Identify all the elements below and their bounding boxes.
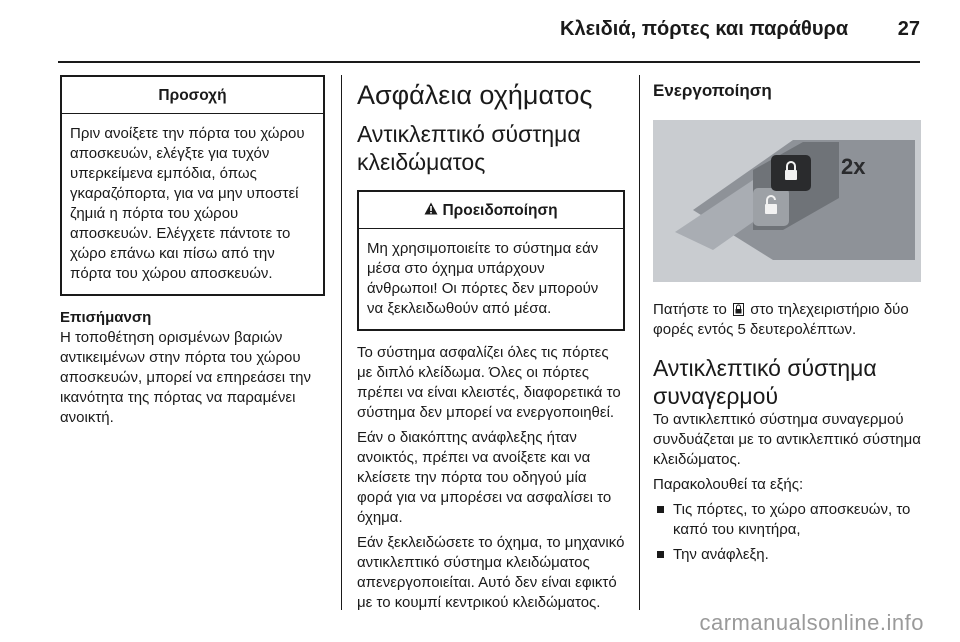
press-instruction-before: Πατήστε το [653,301,727,318]
activation-title: Ενεργοποίηση [653,81,772,100]
paragraph: Το σύστημα ασφαλίζει όλες τις πόρτες με διπλό κλείδωμα. Όλες οι πόρτες πρέπει να είναι κλειστές, διαφορετικά το σύστημα δεν μπορεί να ενεργοποιηθεί. [357,344,621,421]
monitor-list [653,500,921,565]
warning-box [357,190,625,331]
alarm-title: Αντικλεπτικό σύστημα συναγερμού [653,355,877,409]
list-item [653,545,921,565]
column-divider-1 [341,75,342,610]
caution-text: Πριν ανοίξετε την πόρτα του χώρου αποσκευών, ελέγξτε για τυχόν υπερκείμενα εμπόδια, όπως γκαραζόπορτα, για να μην υποστεί ζημιά η πόρτα του χώρου αποσκευών. Ελέγχετε πάντοτε το χώρο επάνω και πίσω από την πόρτα του χώρου αποσκευών. [70,125,305,282]
warning-header [359,192,623,229]
column-left [60,75,325,428]
paragraph: Εάν ξεκλειδώσετε το όχημα, το μηχανικό αντικλεπτικό σύστημα κλειδώματος απενεργοποιείται. Αυτό δεν είναι εφικτό με το κουμπί κεντρικού κλειδώματος. [357,534,625,611]
column-divider-2 [639,75,640,610]
bullet-icon [657,551,664,558]
note-text: Η τοποθέτηση ορισμένων βαριών αντικειμένων στην πόρτα του χώρου αποσκευών, μπορεί να επηρεάσει την ικανότητα της πόρτας να παραμένει ανοικτή. [60,329,312,426]
alarm-text: Το αντικλεπτικό σύστημα συναγερμού συνδυάζεται με το αντικλεπτικό σύστημα κλειδώματος. [653,411,921,468]
list-item-text: Την ανάφλεξη. [673,546,769,563]
caution-box [60,75,325,296]
caution-title: Προσοχή [62,77,323,114]
bullet-icon [657,506,664,513]
lock-icon [733,302,744,315]
page-number: 27 [897,18,920,40]
key-fob-illustration [653,120,921,282]
paragraph: Εάν ο διακόπτης ανάφλεξης ήταν ανοικτός, πρέπει να ανοίξετε και να κλείσετε την πόρτα του οδηγού μία φορά για να μπορέσει να ασφαλίσει το όχημα. [357,429,612,526]
section-title: Ασφάλεια οχήματος [357,80,593,110]
list-item [653,500,921,540]
key-fob-figure [653,120,921,282]
header-rule [58,61,920,63]
warning-triangle-icon [424,202,438,220]
monitors-label: Παρακολουθεί τα εξής: [653,476,804,493]
subsection-title: Αντικλεπτικό σύστημα κλειδώματος [357,121,581,175]
warning-text: Μη χρησιμοποιείτε το σύστημα εάν μέσα στο όχημα υπάρχουν άνθρωποι! Οι πόρτες δεν μπορούν να ξεκλειδωθούν από μέσα. [367,240,599,317]
column-right [653,80,921,570]
press-count-label: 2x [841,154,866,179]
press-instruction-after: στο τηλεχειριστήριο δύο φορές εντός 5 δευτερολέπτων. [653,301,909,338]
press-instruction [653,300,921,340]
warning-title: Προειδοποίηση [442,202,558,219]
note-title: Επισήμανση [60,309,152,326]
column-middle [357,78,625,618]
list-item-text: Τις πόρτες, το χώρο αποσκευών, το καπό του κινητήρα, [673,501,911,538]
watermark: carmanualsonline.info [699,610,924,635]
page-header-title: Κλειδιά, πόρτες και παράθυρα [560,18,849,40]
